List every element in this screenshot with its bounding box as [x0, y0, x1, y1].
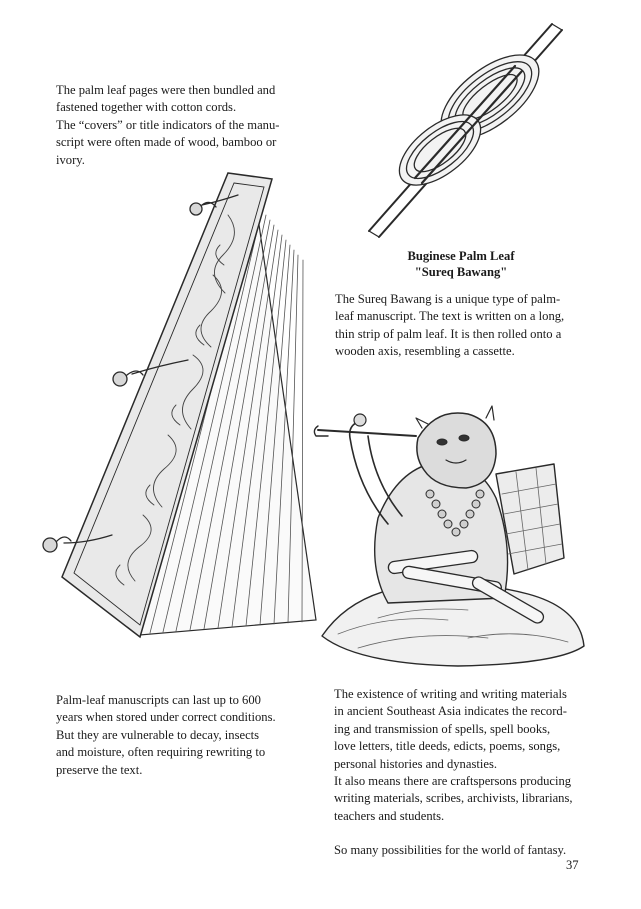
caption-title: Buginese Palm Leaf [407, 249, 515, 263]
text-line: ing and transmission of spells, spell books, [334, 721, 551, 736]
text-line: Palm-leaf manuscripts can last up to 600 [56, 693, 261, 707]
caption-subtitle: "Sureq Bawang" [414, 265, 508, 279]
text-line: fastened together with cotton cords. [56, 100, 237, 115]
closing-line: So many possibilities for the world of fantasy. [334, 843, 567, 858]
page-number: 37 [566, 858, 579, 872]
rolled-scroll-illustration [355, 22, 575, 242]
monkey-scholar-illustration [318, 398, 588, 670]
text-line: It also means there are craftspersons producing [334, 774, 572, 789]
text-line: But they are vulnerable to decay, insects [56, 727, 260, 742]
scroll-caption [336, 248, 586, 280]
text-line: wooden axis, resembling a cassette. [335, 344, 515, 359]
text-line: The existence of writing and writing materials [334, 687, 567, 701]
text-line: personal histories and dynasties. [334, 756, 497, 771]
writing-description [334, 686, 590, 860]
text-line: thin strip of palm leaf. It is then rolled onto a [335, 326, 562, 341]
paragraph-gap [334, 825, 590, 842]
sureq-description [335, 291, 593, 361]
palm-leaf-description [56, 692, 306, 779]
text-line: leaf manuscript. The text is written on a long, [335, 309, 565, 324]
text-line: The “covers” or title indicators of the manu- [56, 117, 280, 132]
intro-paragraph [56, 82, 306, 169]
text-line: years when stored under correct conditions. [56, 710, 276, 725]
text-line: The Sureq Bawang is a unique type of palm- [335, 292, 561, 306]
text-line: love letters, title deeds, edicts, poems, songs, [334, 739, 561, 754]
text-line: in ancient Southeast Asia indicates the record- [334, 704, 567, 719]
text-line: writing materials, scribes, archivists, librarians, [334, 791, 573, 806]
text-line: The palm leaf pages were then bundled and [56, 83, 276, 97]
text-line: ivory. [56, 152, 85, 167]
text-line: teachers and students. [334, 808, 445, 823]
text-line: preserve the text. [56, 762, 143, 777]
text-line: and moisture, often requiring rewriting to [56, 745, 266, 760]
palm-leaf-bundle-illustration [28, 165, 324, 645]
text-line: script were often made of wood, bamboo or [56, 135, 277, 150]
